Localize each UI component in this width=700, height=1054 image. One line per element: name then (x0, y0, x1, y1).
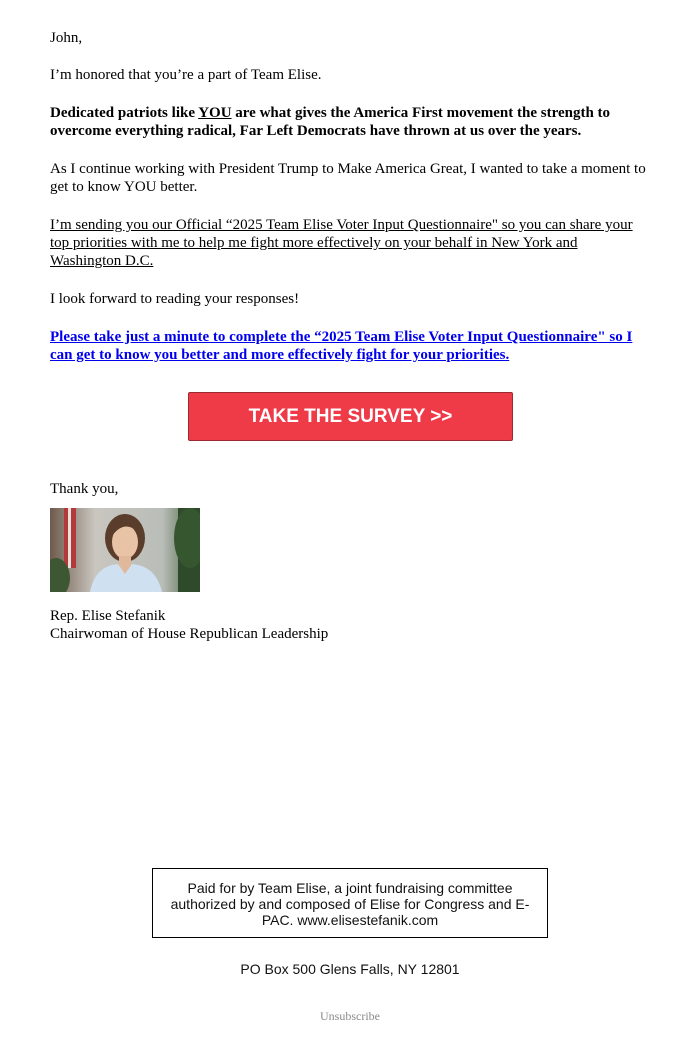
paragraph-questionnaire: I’m sending you our Official “2025 Team Elise Voter Input Questionnaire" so you can share your top priorities with me to help me fight more effectively on your behalf in New York and Washington D.C. (50, 217, 633, 269)
patriots-emphasis: YOU (198, 105, 232, 121)
paragraph-survey-link (50, 328, 650, 364)
signature-name: Rep. Elise Stefanik (50, 608, 166, 624)
paragraph-patriots (50, 104, 650, 140)
paragraph-look-forward: I look forward to reading your responses! (50, 291, 300, 307)
signature-title: Chairwoman of House Republican Leadership (50, 626, 329, 642)
patriots-text-post: are what gives the America First movement the strength to overcome everything radical, Far Left Democrats have thrown at us over the years. (50, 105, 611, 139)
mailing-address: PO Box 500 Glens Falls, NY 12801 (240, 961, 460, 977)
survey-link[interactable]: Please take just a minute to complete the “2025 Team Elise Voter Input Questionnaire" so I can get to know you better and more effectively fight for your priorities. (50, 329, 633, 363)
closing: Thank you, (50, 481, 119, 497)
paid-for-disclaimer: Paid for by Team Elise, a joint fundraising committee authorized by and composed of Elise for Congress and E-PAC. www.elisestefanik.com (152, 868, 548, 938)
unsubscribe-link[interactable]: Unsubscribe (320, 1009, 380, 1023)
signature-block (50, 607, 328, 643)
patriots-text-pre: Dedicated patriots like (50, 105, 199, 121)
paragraph-intro: I’m honored that you’re a part of Team Elise. (50, 67, 322, 83)
take-survey-button[interactable]: TAKE THE SURVEY >> (188, 392, 513, 441)
portrait-photo (50, 508, 200, 592)
portrait-image (50, 508, 200, 592)
greeting: John, (50, 30, 83, 46)
paragraph-trump: As I continue working with President Trump to Make America Great, I wanted to take a moment to get to know YOU better. (50, 161, 646, 195)
